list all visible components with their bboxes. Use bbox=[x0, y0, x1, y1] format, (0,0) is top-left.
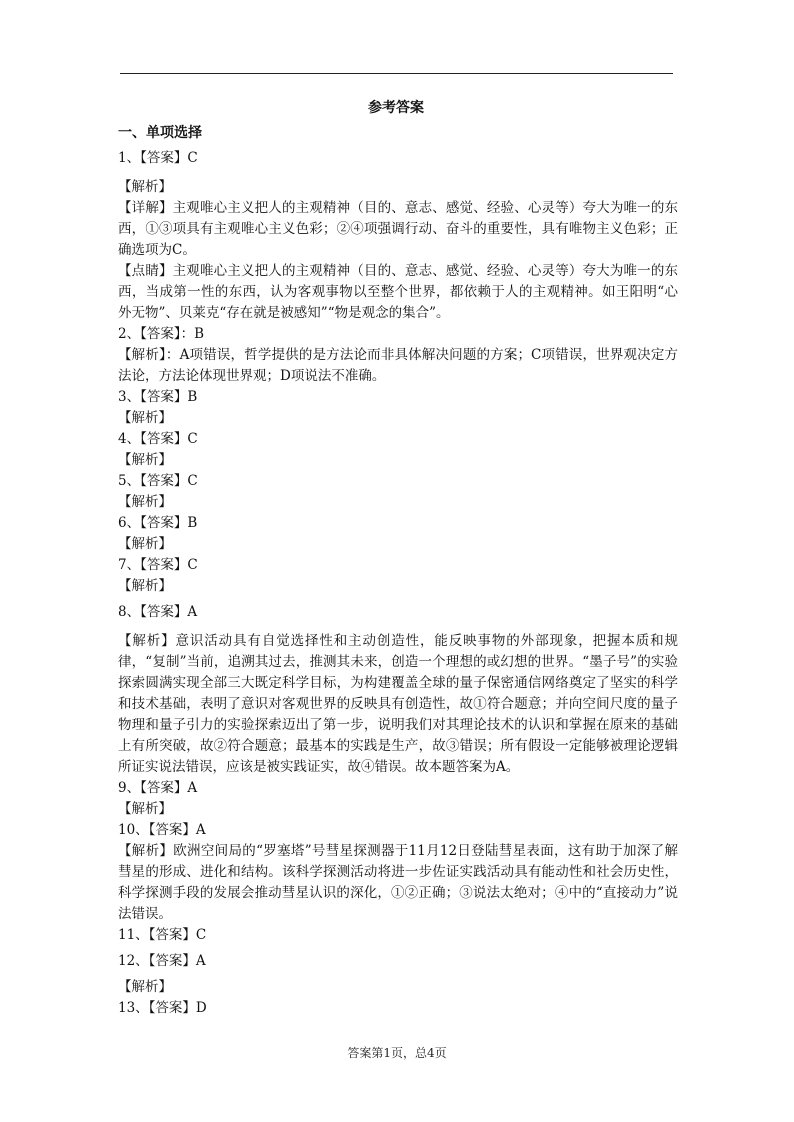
q11-answer: 11、【答案】C bbox=[118, 927, 207, 943]
q1-tip: 【点睛】主观唯心主义把人的主观精神（目的、意志、感觉、经验、心灵等）夸大为唯一的东西，当成第一性的东西，认为客观事物以至整个世界，都依赖于人的主观精神。如王阳明“心外无物”、贝莱克“存在就是被感知”“物是观念的集合”。 bbox=[118, 263, 678, 321]
q3-analysis-label: 【解析】 bbox=[118, 410, 172, 426]
q2-answer: 2、【答案】：B bbox=[118, 326, 205, 342]
header-rule bbox=[120, 73, 673, 74]
q10-analysis: 【解析】欧洲空间局的“罗塞塔”号彗星探测器于11月12日登陆彗星表面，这有助于加深了解彗星的形成、进化和结构。该科学探测活动将进一步佐证实践活动具有能动性和社会历史性，科学探测手段的发展会推动彗星认识的深化，①②正确；③说法太绝对；④中的“直接动力”说法错误。 bbox=[118, 843, 678, 922]
q12-analysis-label: 【解析】 bbox=[118, 979, 172, 995]
q3-answer: 3、【答案】B bbox=[118, 389, 198, 405]
q8-answer: 8、【答案】A bbox=[118, 604, 198, 620]
q6-analysis-label: 【解析】 bbox=[118, 536, 172, 552]
q10-answer: 10、【答案】A bbox=[118, 822, 206, 838]
q2-analysis: 【解析】：A项错误，哲学提供的是方法论而非具体解决问题的方案；C项错误，世界观决定方法论，方法论体现世界观；D项说法不准确。 bbox=[118, 347, 678, 384]
q6-answer: 6、【答案】B bbox=[118, 515, 198, 531]
q5-analysis-label: 【解析】 bbox=[118, 494, 172, 510]
q13-answer: 13、【答案】D bbox=[118, 1000, 207, 1016]
answer-key-content bbox=[118, 98, 678, 1019]
q9-analysis-label: 【解析】 bbox=[118, 801, 172, 817]
q4-answer: 4、【答案】C bbox=[118, 431, 198, 447]
q8-analysis: 【解析】意识活动具有自觉选择性和主动创造性，能反映事物的外部现象，把握本质和规律，“复制”当前，追溯其过去，推测其未来，创造一个理想的或幻想的世界。“墨子号”的实验探索圆满实现全部三大既定科学目标，为构建覆盖全球的量子保密通信网络奠定了坚实的科学和技术基础，表明了意识对客观世界的反映具有创造性，故①符合题意；并向空间尺度的量子物理和量子引力的实验探索迈出了第一步，说明我们对其理论技术的认识和掌握在原来的基础上有所突破，故②符合题意；最基本的实践是生产，故③错误；所有假设一定能够被理论逻辑所证实说法错误，应该是被实践证实，故④错误。故本题答案为A。 bbox=[118, 633, 678, 775]
q1-answer: 1、【答案】C bbox=[118, 150, 198, 166]
section-heading: 一、单项选择 bbox=[118, 125, 202, 141]
q7-analysis-label: 【解析】 bbox=[118, 578, 172, 594]
q5-answer: 5、【答案】C bbox=[118, 473, 198, 489]
q12-answer: 12、【答案】A bbox=[118, 953, 206, 969]
q4-analysis-label: 【解析】 bbox=[118, 452, 172, 468]
q9-answer: 9、【答案】A bbox=[118, 780, 198, 796]
q7-answer: 7、【答案】C bbox=[118, 557, 198, 573]
q1-detail: 【详解】主观唯心主义把人的主观精神（目的、意志、感觉、经验、心灵等）夸大为唯一的东西，①③项具有主观唯心主义色彩；②④项强调行动、奋斗的重要性，具有唯物主义色彩；正确选项为C。 bbox=[118, 200, 678, 258]
page-footer: 答案第1页，总4页 bbox=[347, 1046, 447, 1060]
page-title: 参考答案 bbox=[368, 100, 424, 116]
q1-analysis-label: 【解析】 bbox=[118, 179, 172, 195]
